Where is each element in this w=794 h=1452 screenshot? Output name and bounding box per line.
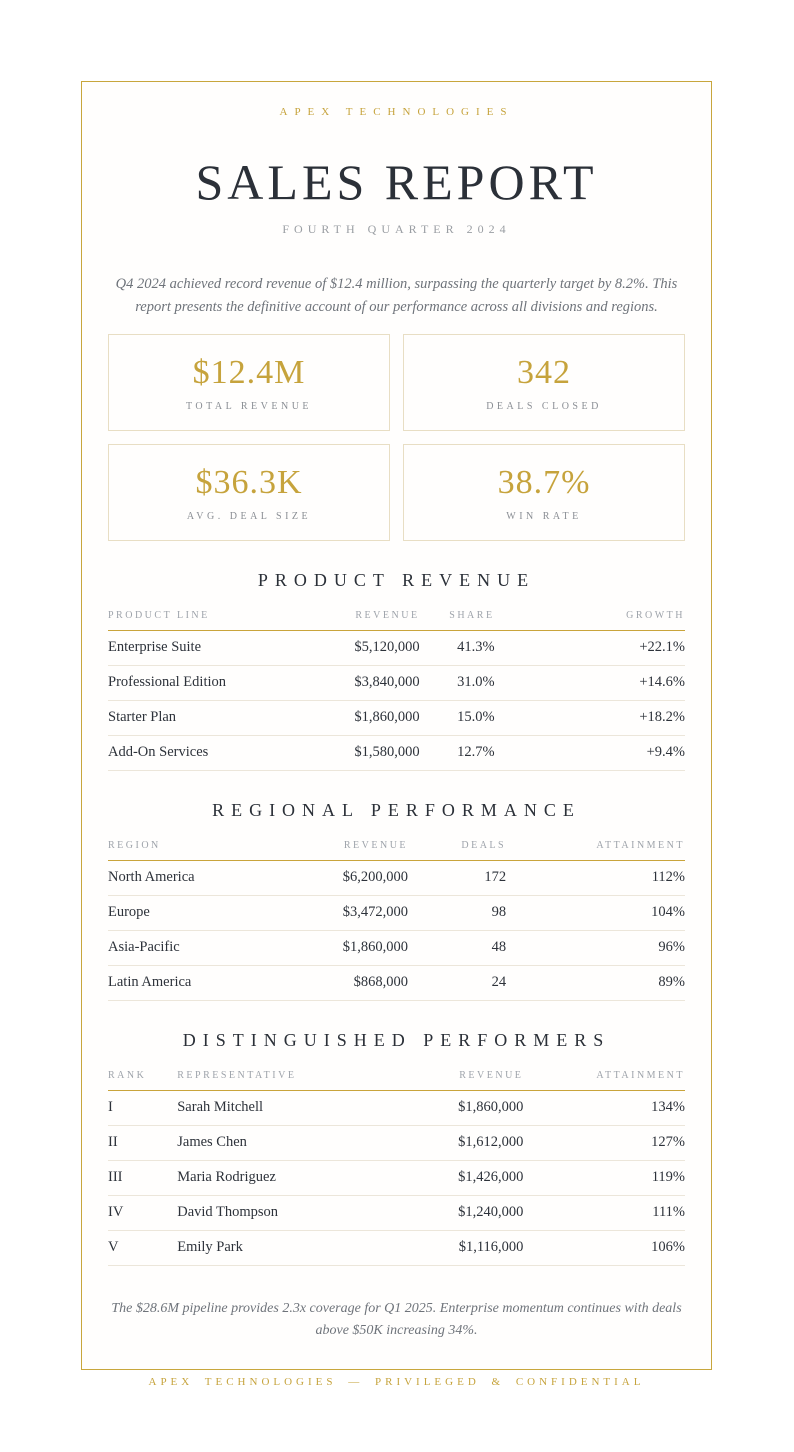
- table-cell: 89%: [506, 966, 685, 1001]
- table-cell: Add-On Services: [108, 736, 339, 771]
- table-header-row: [108, 834, 685, 861]
- column-header: DEALS: [408, 834, 506, 861]
- metric-label: AVG. DEAL SIZE: [186, 510, 312, 522]
- table-row: [108, 931, 685, 966]
- section-title-regional-performance: REGIONAL PERFORMANCE: [212, 800, 581, 821]
- table-cell: $3,472,000: [339, 896, 408, 931]
- column-header: REPRESENTATIVE: [177, 1064, 362, 1091]
- table-header-row: [108, 604, 685, 631]
- table-cell: IV: [108, 1196, 177, 1231]
- table-cell: 106%: [523, 1231, 685, 1266]
- table-cell: $6,200,000: [339, 861, 408, 896]
- table-cell: 98: [408, 896, 506, 931]
- section-regional-performance: [108, 800, 685, 1001]
- table-cell: $868,000: [339, 966, 408, 1001]
- table-cell: Asia-Pacific: [108, 931, 339, 966]
- table-row: [108, 966, 685, 1001]
- company-name: APEX TECHNOLOGIES: [279, 106, 514, 118]
- table-cell: 119%: [523, 1161, 685, 1196]
- metric-value: $12.4M: [192, 354, 306, 392]
- table-row: [108, 701, 685, 736]
- table-cell: Maria Rodriguez: [177, 1161, 362, 1196]
- confidential-footer: APEX TECHNOLOGIES — PRIVILEGED & CONFIDENTIAL: [148, 1375, 645, 1388]
- table-cell: 111%: [523, 1196, 685, 1231]
- metric-value: 38.7%: [497, 464, 591, 502]
- column-header: REVENUE: [339, 604, 420, 631]
- column-header: PRODUCT LINE: [108, 604, 339, 631]
- column-header: SHARE: [420, 604, 495, 631]
- column-header: REVENUE: [362, 1064, 524, 1091]
- table-cell: Professional Edition: [108, 666, 339, 701]
- table-cell: 31.0%: [420, 666, 495, 701]
- table-cell: Sarah Mitchell: [177, 1091, 362, 1126]
- table-row: [108, 861, 685, 896]
- column-header: REVENUE: [339, 834, 408, 861]
- table-cell: 127%: [523, 1126, 685, 1161]
- table-cell: $1,116,000: [362, 1231, 524, 1266]
- table-cell: 134%: [523, 1091, 685, 1126]
- metric-card-win-rate: [403, 444, 685, 541]
- table-cell: Starter Plan: [108, 701, 339, 736]
- table-cell: 96%: [506, 931, 685, 966]
- table-cell: North America: [108, 861, 339, 896]
- page-subtitle: FOURTH QUARTER 2024: [282, 222, 511, 236]
- table-cell: 104%: [506, 896, 685, 931]
- table-row: [108, 1231, 685, 1266]
- table-cell: +18.2%: [495, 701, 685, 736]
- table-cell: 48: [408, 931, 506, 966]
- metric-card-total-revenue: [108, 334, 390, 431]
- metric-value: 342: [517, 354, 571, 392]
- section-product-revenue: [108, 570, 685, 771]
- table-cell: I: [108, 1091, 177, 1126]
- pipeline-note: The $28.6M pipeline provides 2.3x coverage for Q1 2025. Enterprise momentum continues with deals above $50K increasing 34%.: [111, 1301, 682, 1339]
- table-cell: V: [108, 1231, 177, 1266]
- column-header: GROWTH: [495, 604, 685, 631]
- table-row: [108, 666, 685, 701]
- column-header: RANK: [108, 1064, 177, 1091]
- column-header: REGION: [108, 834, 339, 861]
- metric-label: TOTAL REVENUE: [185, 400, 313, 412]
- table-cell: 24: [408, 966, 506, 1001]
- metric-card-deals-closed: [403, 334, 685, 431]
- table-cell: $3,840,000: [339, 666, 420, 701]
- metric-label: DEALS CLOSED: [486, 400, 602, 412]
- column-header: ATTAINMENT: [506, 834, 685, 861]
- distinguished-performers-table: [108, 1064, 685, 1266]
- table-row: [108, 896, 685, 931]
- table-cell: 112%: [506, 861, 685, 896]
- section-title-distinguished-performers: DISTINGUISHED PERFORMERS: [182, 1030, 611, 1051]
- table-row: [108, 736, 685, 771]
- table-cell: $1,612,000: [362, 1126, 524, 1161]
- table-cell: Emily Park: [177, 1231, 362, 1266]
- page-title: SALES REPORT: [195, 154, 598, 210]
- regional-performance-table: [108, 834, 685, 1001]
- table-cell: +14.6%: [495, 666, 685, 701]
- table-cell: $1,860,000: [339, 701, 420, 736]
- table-cell: +9.4%: [495, 736, 685, 771]
- metric-value: $36.3K: [195, 464, 303, 502]
- report-page: [81, 81, 712, 1388]
- table-cell: Latin America: [108, 966, 339, 1001]
- table-cell: Enterprise Suite: [108, 631, 339, 666]
- table-cell: +22.1%: [495, 631, 685, 666]
- table-cell: $1,860,000: [339, 931, 408, 966]
- metrics-grid: [108, 334, 685, 541]
- table-row: [108, 631, 685, 666]
- section-distinguished-performers: [108, 1030, 685, 1266]
- table-row: [108, 1126, 685, 1161]
- table-cell: James Chen: [177, 1126, 362, 1161]
- table-cell: $1,860,000: [362, 1091, 524, 1126]
- table-cell: $5,120,000: [339, 631, 420, 666]
- table-cell: $1,426,000: [362, 1161, 524, 1196]
- executive-summary: Q4 2024 achieved record revenue of $12.4 million, surpassing the quarterly target by 8.2%. This report presents the definitive account of our performance across all divisions and regions.: [115, 276, 678, 316]
- table-row: [108, 1161, 685, 1196]
- metric-card-avg-deal-size: [108, 444, 390, 541]
- table-cell: III: [108, 1161, 177, 1196]
- table-cell: David Thompson: [177, 1196, 362, 1231]
- column-header: ATTAINMENT: [523, 1064, 685, 1091]
- table-cell: $1,580,000: [339, 736, 420, 771]
- section-title-product-revenue: PRODUCT REVENUE: [257, 570, 536, 591]
- table-cell: $1,240,000: [362, 1196, 524, 1231]
- table-header-row: [108, 1064, 685, 1091]
- table-cell: 12.7%: [420, 736, 495, 771]
- table-cell: Europe: [108, 896, 339, 931]
- table-cell: 15.0%: [420, 701, 495, 736]
- table-cell: II: [108, 1126, 177, 1161]
- metric-label: WIN RATE: [506, 510, 582, 522]
- table-row: [108, 1196, 685, 1231]
- product-revenue-table: [108, 604, 685, 771]
- table-cell: 172: [408, 861, 506, 896]
- table-cell: 41.3%: [420, 631, 495, 666]
- table-row: [108, 1091, 685, 1126]
